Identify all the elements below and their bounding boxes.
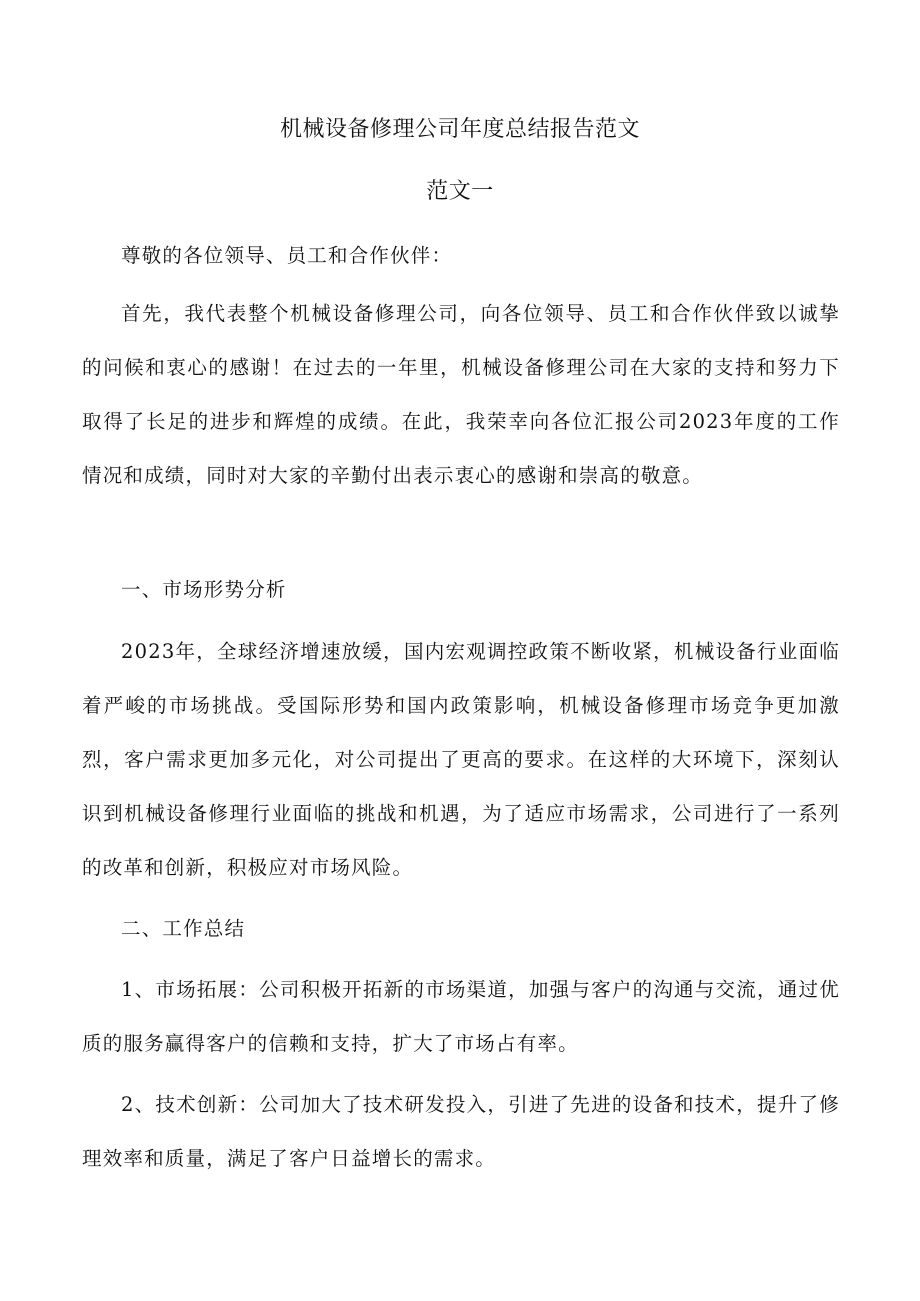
section1-paragraph: 2023年，全球经济增速放缓，国内宏观调控政策不断收紧，机械设备行业面临着严峻的市场挑战。受国际形势和国内政策影响，机械设备修理市场竞争更加激烈，客户需求更加多元化，对公司提出了更高的要求。在这样的大环境下，深刻认识到机械设备修理行业面临的挑战和机遇，为了适应市场需求，公司进行了一系列的改革和创新，积极应对市场风险。 xyxy=(82,640,840,879)
intro-paragraph: 首先，我代表整个机械设备修理公司，向各位领导、员工和合作伙伴致以诚挚的问候和衷心的感谢！在过去的一年里，机械设备修理公司在大家的支持和努力下取得了长足的进步和辉煌的成绩。在此，我荣幸向各位汇报公司2023年度的工作情况和成绩，同时对大家的辛勤付出表示衷心的感谢和崇高的敬意。 xyxy=(82,302,840,487)
greeting: 尊敬的各位领导、员工和合作伙伴： xyxy=(121,244,453,267)
work-item-2: 2、技术创新：公司加大了技术研发投入，引进了先进的设备和技术，提升了修理效率和质量，满足了客户日益增长的需求。 xyxy=(82,1093,840,1170)
section2-heading: 二、工作总结 xyxy=(121,917,246,940)
document-title: 机械设备修理公司年度总结报告范文 xyxy=(279,117,640,142)
document-subtitle: 范文一 xyxy=(426,179,494,204)
section1-heading: 一、市场形势分析 xyxy=(121,578,287,601)
work-item-1: 1、市场拓展：公司积极开拓新的市场渠道，加强与客户的沟通与交流，通过优质的服务赢得客户的信赖和支持，扩大了市场占有率。 xyxy=(82,978,840,1055)
